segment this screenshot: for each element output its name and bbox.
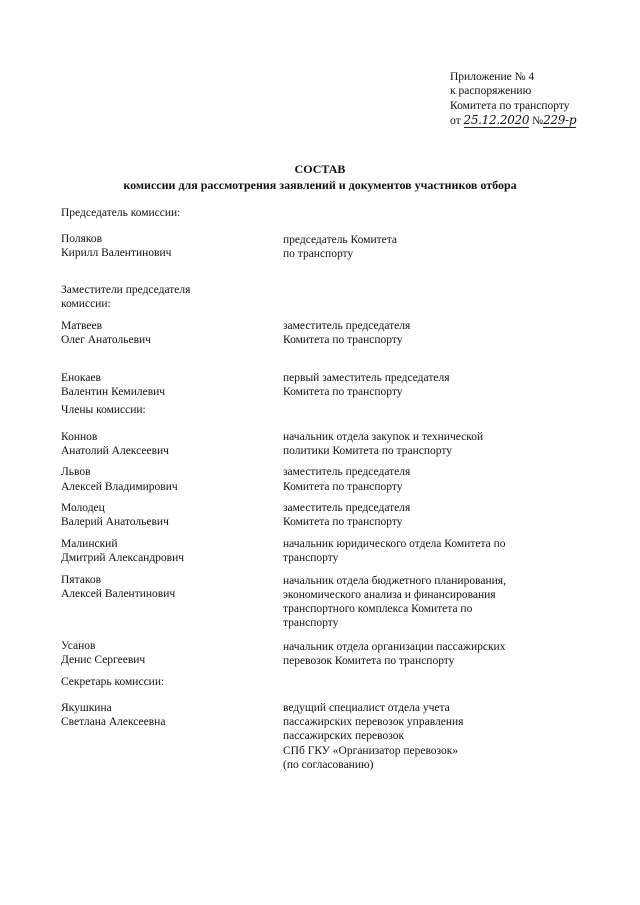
person-surname: Коннов <box>61 431 98 443</box>
person-name: Алексей Валентинович <box>61 588 176 600</box>
handwritten-number: 229-р <box>543 112 577 127</box>
person-surname: Енокаев <box>61 372 101 384</box>
document-title: СОСТАВ <box>294 162 346 176</box>
position-line: СПб ГКУ «Организатор перевозок» <box>283 745 459 757</box>
position-line: начальник отдела закупок и технической <box>283 431 484 443</box>
position-line: заместитель председателя <box>283 502 411 514</box>
section-deputies: Заместители председателя <box>61 284 191 296</box>
person-surname: Поляков <box>61 233 103 245</box>
appendix-block <box>450 70 576 128</box>
position-line: начальник отдела организации пассажирских <box>283 641 506 653</box>
appendix-line-2: к распоряжению <box>450 85 532 98</box>
position-line: Комитета по транспорту <box>283 516 403 528</box>
date-prefix: от <box>450 114 461 127</box>
position-line: начальник отдела бюджетного планирования, <box>283 575 506 587</box>
position-line: (по согласованию) <box>283 759 374 771</box>
position-line: по транспорту <box>283 248 354 260</box>
position-line: ведущий специалист отдела учета <box>283 702 450 714</box>
person-name: Анатолий Алексеевич <box>61 445 169 457</box>
position-line: пассажирских перевозок <box>283 730 405 742</box>
position-line: транспорту <box>283 617 339 629</box>
person-surname: Якушкина <box>61 702 112 714</box>
position-line: транспорту <box>283 552 339 564</box>
person-name: Кирилл Валентинович <box>61 247 172 259</box>
person-surname: Молодец <box>61 502 105 514</box>
appendix-line-4 <box>450 113 576 128</box>
position-line: экономического анализа и финансирования <box>283 589 496 601</box>
position-line: председатель Комитета <box>283 234 398 246</box>
position-line: транспортного комплекса Комитета по <box>283 603 473 615</box>
document-subtitle: комиссии для рассмотрения заявлений и документов участников отбора <box>123 178 517 192</box>
appendix-line-1: Приложение № 4 <box>450 71 535 83</box>
person-name: Алексей Владимирович <box>61 481 178 493</box>
person-name: Светлана Алексеевна <box>61 716 166 728</box>
person-surname: Матвеев <box>61 320 103 332</box>
number-prefix: № <box>532 114 544 127</box>
position-line: Комитета по транспорту <box>283 386 403 398</box>
section-chairman: Председатель комиссии: <box>61 207 181 219</box>
position-line: Комитета по транспорту <box>283 334 403 346</box>
person-surname: Львов <box>61 466 91 478</box>
person-surname: Малинский <box>61 538 118 550</box>
section-members: Члены комиссии: <box>61 404 146 416</box>
position-line: начальник юридического отдела Комитета по <box>283 538 506 550</box>
position-line: заместитель председателя <box>283 320 411 332</box>
person-name: Олег Анатольевич <box>61 334 151 346</box>
position-line: пассажирских перевозок управления <box>283 716 464 728</box>
person-surname: Пятаков <box>61 574 102 586</box>
person-name: Валерий Анатольевич <box>61 516 169 528</box>
person-name: Валентин Кемилевич <box>61 386 166 398</box>
person-name: Денис Сергеевич <box>61 654 146 666</box>
section-secretary: Секретарь комиссии: <box>61 676 165 688</box>
section-deputies-cont: комиссии: <box>61 298 111 310</box>
person-name: Дмитрий Александрович <box>61 552 185 564</box>
position-line: перевозок Комитета по транспорту <box>283 655 455 667</box>
person-surname: Усанов <box>61 640 96 652</box>
position-line: первый заместитель председателя <box>283 372 450 384</box>
position-line: Комитета по транспорту <box>283 481 403 493</box>
handwritten-date: 25.12.2020 <box>463 112 530 127</box>
appendix-line-3: Комитета по транспорту <box>450 99 570 112</box>
position-line: заместитель председателя <box>283 466 411 478</box>
position-line: политики Комитета по транспорту <box>283 445 452 457</box>
